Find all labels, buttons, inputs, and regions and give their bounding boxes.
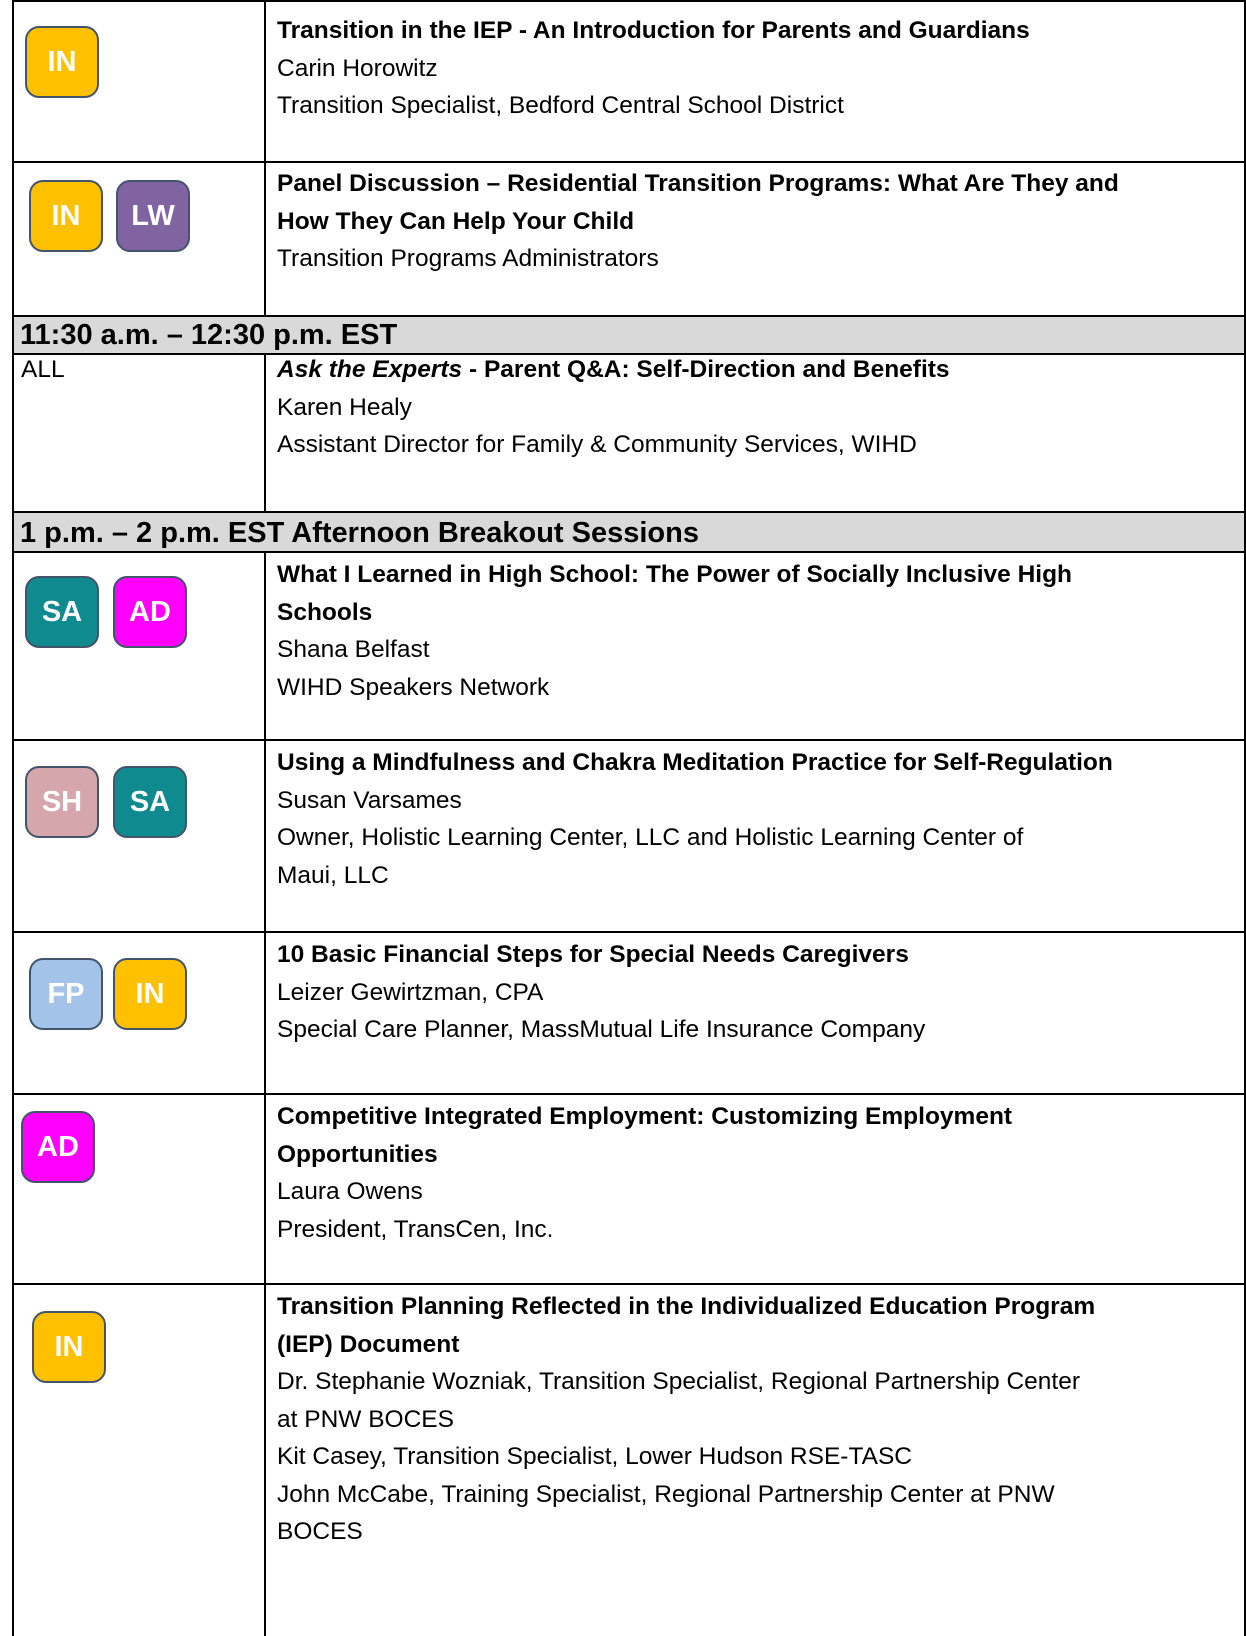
track-badges [12,1284,266,1636]
schedule-table [12,0,1246,1636]
presenter-affiliation: President, TransCen, Inc. [277,1215,554,1243]
session-row [12,552,1246,740]
track-badges [12,1094,266,1284]
row-divider [12,1283,1246,1285]
row-divider [12,0,1246,2]
track-badge-in: IN [32,1311,106,1383]
track-badges [12,0,266,162]
time-header [12,316,1246,354]
session-title: Competitive Integrated Employment: Customizing Employment [277,1103,1013,1130]
session-row [12,932,1246,1094]
presenter-name: Carin Horowitz [277,54,438,82]
presenter-affiliation: Special Care Planner, MassMutual Life Insurance Company [277,1016,926,1043]
track-badge-in: IN [29,180,103,252]
row-divider [12,161,1246,163]
session-title: What I Learned in High School: The Power of Socially Inclusive High [277,561,1072,588]
session-details [277,165,1237,278]
time-header [12,512,1246,552]
session-details [277,1098,1237,1248]
session-title: Transition Planning Reflected in the Individualized Education Program [277,1293,1096,1320]
session-title: Transition in the IEP - An Introduction for Parents and Guardians [277,17,1030,44]
session-row [12,740,1246,932]
table-border-left [12,0,14,1636]
track-badge-sa: SA [113,766,187,838]
presenter-name: Karen Healy [277,393,412,421]
presenter-name: Transition Programs Administrators [277,245,659,272]
row-divider [12,931,1246,933]
track-badge-lw: LW [116,180,190,252]
track-badge-in: IN [113,958,187,1030]
session-title: Panel Discussion – Residential Transition Programs: What Are They and [277,170,1119,197]
session-title-italic: Ask the Experts [277,356,463,383]
column-divider [264,354,266,512]
row-divider [12,511,1246,513]
track-badge-fp: FP [29,958,103,1030]
row-divider [12,551,1246,553]
presenter-line: John McCabe, Training Specialist, Regional Partnership Center at PNW [277,1480,1055,1508]
column-divider [264,0,266,316]
presenter-name: Shana Belfast [277,636,430,663]
session-title: 10 Basic Financial Steps for Special Needs Caregivers [277,941,909,968]
presenter-affiliation: WIHD Speakers Network [277,673,550,701]
session-row [12,354,1246,512]
session-title: How They Can Help Your Child [277,207,635,235]
time-header-label: 11:30 a.m. – 12:30 p.m. EST [20,319,398,351]
session-details [277,12,1237,125]
track-badge-sh: SH [25,766,99,838]
presenter-affiliation: Assistant Director for Family & Community Services, WIHD [277,431,917,458]
presenter-name: Susan Varsames [277,786,462,814]
row-divider [12,353,1246,355]
row-divider [12,1093,1246,1095]
row-divider [12,739,1246,741]
session-row [12,162,1246,316]
session-title: (IEP) Document [277,1330,460,1358]
track-badge-ad: AD [21,1111,95,1183]
session-title: Opportunities [277,1140,438,1168]
session-row [12,1094,1246,1284]
presenter-affiliation: Owner, Holistic Learning Center, LLC and Holistic Learning Center of [277,824,1024,851]
presenter-affiliation: Maui, LLC [277,861,389,889]
time-header-label: 1 p.m. – 2 p.m. EST Afternoon Breakout Sessions [20,517,699,549]
presenter-line: BOCES [277,1518,363,1545]
session-row [12,1284,1246,1636]
audience-label: ALL [21,356,65,383]
session-details [277,351,1237,464]
presenter-name: Laura Owens [277,1178,423,1205]
session-title: Using a Mindfulness and Chakra Meditation Practice for Self-Regulation [277,749,1113,776]
session-details [277,744,1237,894]
presenter-line: at PNW BOCES [277,1405,454,1433]
session-row [12,0,1246,162]
session-title: Schools [277,598,373,626]
track-badge-in: IN [25,26,99,98]
session-details [277,936,1237,1049]
session-title [277,351,1237,389]
track-badges [12,552,266,740]
session-details [277,1288,1237,1551]
presenter-name: Leizer Gewirtzman, CPA [277,978,544,1006]
row-divider [12,315,1246,317]
presenter-line: Kit Casey, Transition Specialist, Lower Hudson RSE-TASC [277,1443,912,1470]
track-badges [12,740,266,932]
track-badges [12,932,266,1094]
presenter-line: Dr. Stephanie Wozniak, Transition Specialist, Regional Partnership Center [277,1368,1081,1395]
session-details [277,556,1237,706]
session-title-rest: - Parent Q&A: Self-Direction and Benefits [462,356,950,383]
track-badge-sa: SA [25,576,99,648]
track-badges [12,162,266,316]
presenter-affiliation: Transition Specialist, Bedford Central School District [277,92,844,119]
track-badge-ad: AD [113,576,187,648]
